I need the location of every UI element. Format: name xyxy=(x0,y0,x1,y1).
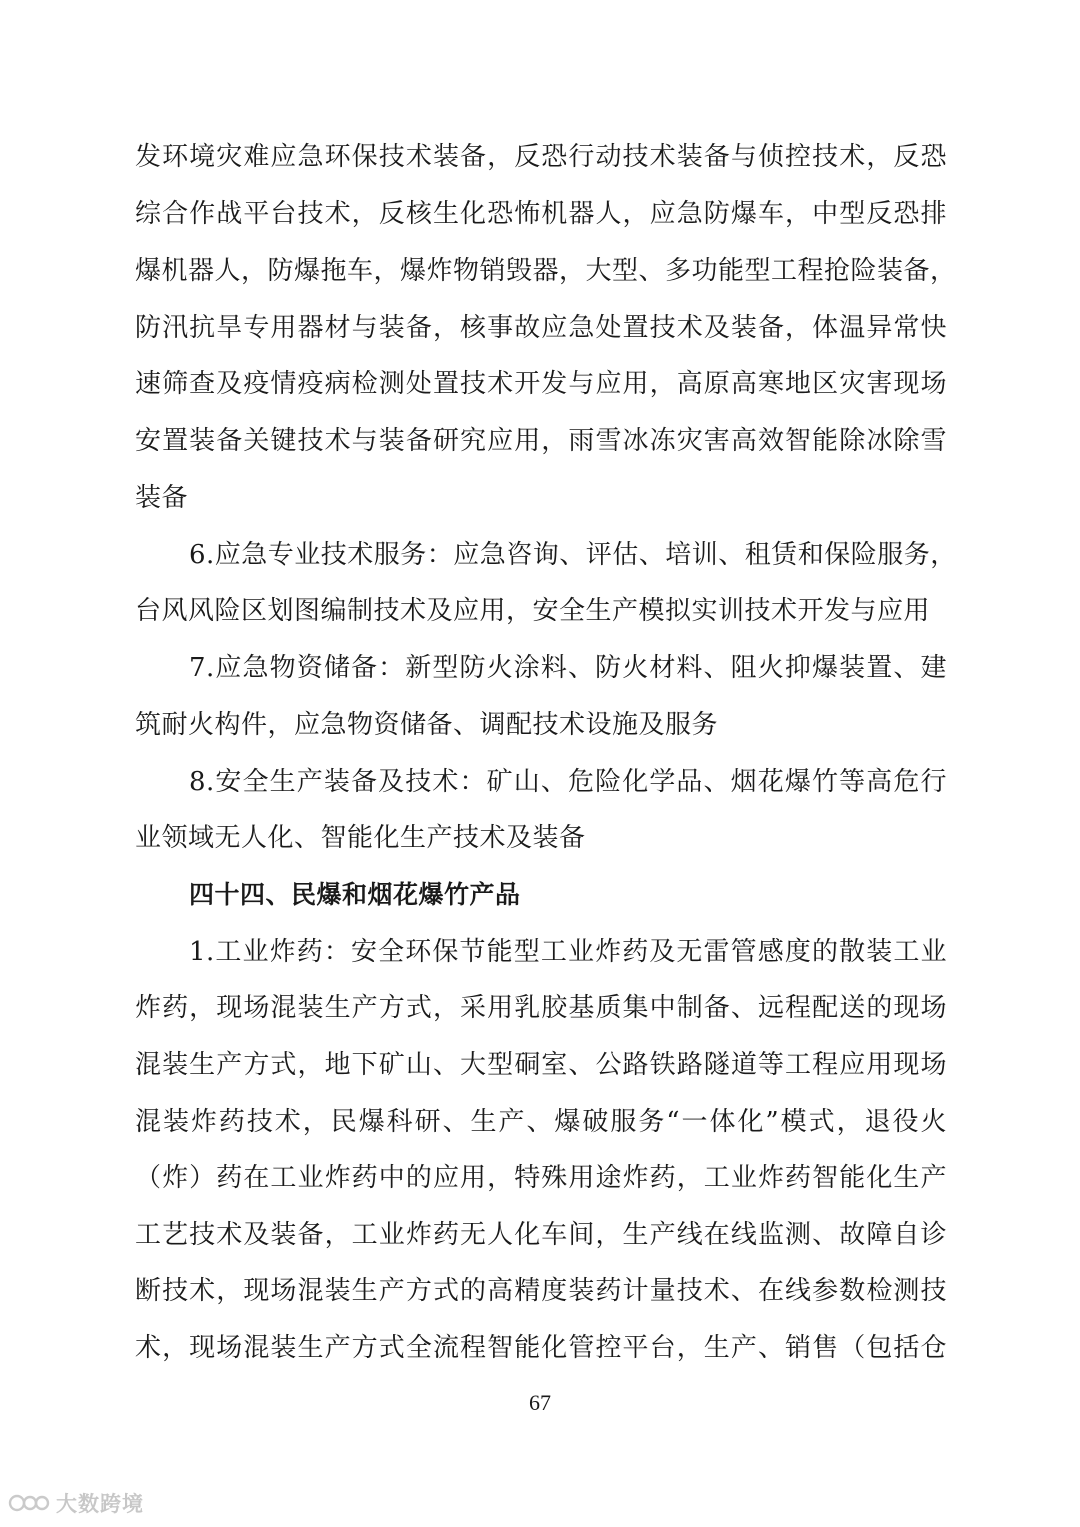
text-line: 混装炸药技术，民爆科研、生产、爆破服务“一体化”模式，退役火 xyxy=(135,1107,947,1137)
text-line: 安置装备关键技术与装备研究应用，雨雪冰冻灾害高效智能除冰除雪 xyxy=(135,426,947,456)
text-line: 发环境灾难应急环保技术装备，反恐行动技术装备与侦控技术，反恐 xyxy=(135,142,947,172)
text-line: 筑耐火构件，应急物资储备、调配技术设施及服务 xyxy=(135,710,719,740)
text-line: 台风风险区划图编制技术及应用，安全生产模拟实训技术开发与应用 xyxy=(135,596,931,626)
text-line: 术，现场混装生产方式全流程智能化管控平台，生产、销售（包括仓 xyxy=(135,1333,947,1363)
text-line: 1.工业炸药：安全环保节能型工业炸药及无雷管感度的散装工业 xyxy=(189,937,947,967)
text-line: 业领域无人化、智能化生产技术及装备 xyxy=(135,823,586,853)
watermark-text: 大数跨境 xyxy=(56,1492,144,1516)
text-line: 断技术，现场混装生产方式的高精度装药计量技术、在线参数检测技 xyxy=(135,1276,947,1306)
text-line: （炸）药在工业炸药中的应用，特殊用途炸药，工业炸药智能化生产 xyxy=(135,1163,947,1193)
text-line: 速筛查及疫情疫病检测处置技术开发与应用，高原高寒地区灾害现场 xyxy=(135,369,947,399)
section-heading: 四十四、民爆和烟花爆竹产品 xyxy=(189,880,521,909)
text-line: 混装生产方式，地下矿山、大型硐室、公路铁路隧道等工程应用现场 xyxy=(135,1050,947,1080)
watermark xyxy=(8,1488,144,1518)
text-line: 8.安全生产装备及技术：矿山、危险化学品、烟花爆竹等高危行 xyxy=(189,767,947,797)
text-line: 炸药，现场混装生产方式，采用乳胶基质集中制备、远程配送的现场 xyxy=(135,993,947,1023)
watermark-logo-icon xyxy=(8,1491,50,1515)
text-line: 6.应急专业技术服务：应急咨询、评估、培训、租赁和保险服务， xyxy=(189,540,957,570)
text-line: 装备 xyxy=(135,483,189,513)
text-line: 爆机器人，防爆拖车，爆炸物销毁器，大型、多功能型工程抢险装备， xyxy=(135,256,957,286)
page-number: 67 xyxy=(529,1390,551,1415)
text-line: 工艺技术及装备，工业炸药无人化车间，生产线在线监测、故障自诊 xyxy=(135,1220,947,1250)
text-line: 7.应急物资储备：新型防火涂料、防火材料、阻火抑爆装置、建 xyxy=(189,653,947,683)
text-line: 防汛抗旱专用器材与装备，核事故应急处置技术及装备，体温异常快 xyxy=(135,313,947,343)
text-line: 综合作战平台技术，反核生化恐怖机器人，应急防爆车，中型反恐排 xyxy=(135,199,947,229)
